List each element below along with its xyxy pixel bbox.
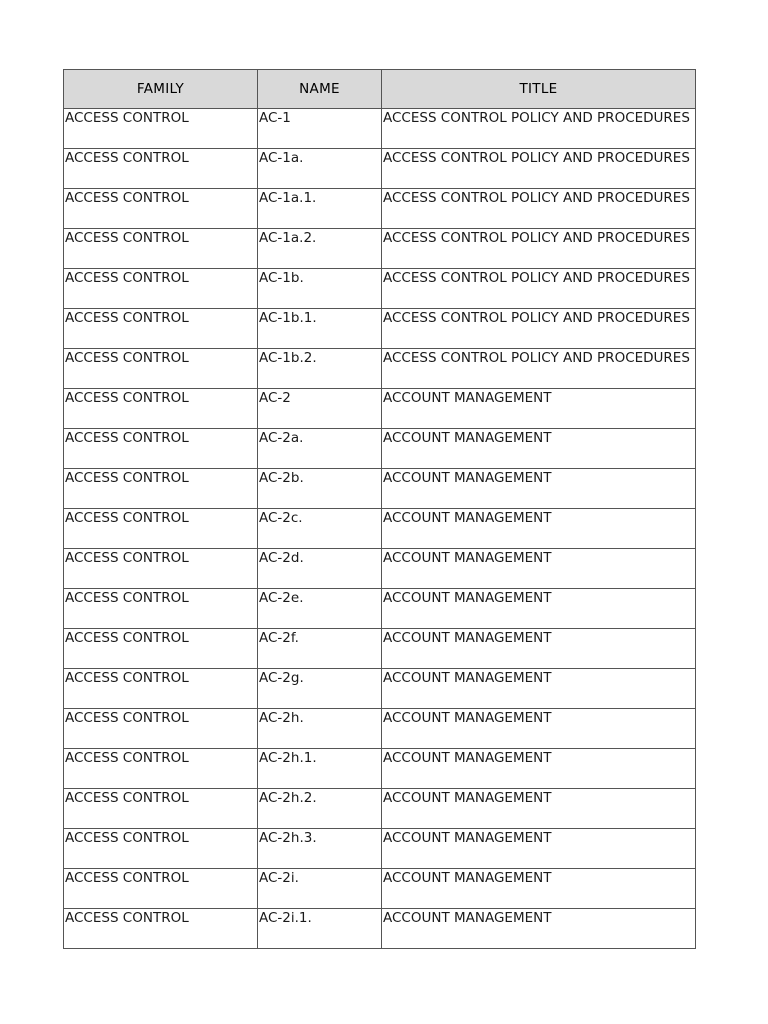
cell-title: ACCESS CONTROL POLICY AND PROCEDURES [382, 189, 696, 229]
cell-family: ACCESS CONTROL [64, 629, 258, 669]
table-row [64, 789, 696, 829]
cell-family: ACCESS CONTROL [64, 589, 258, 629]
cell-title: ACCOUNT MANAGEMENT [382, 389, 696, 429]
cell-family: ACCESS CONTROL [64, 269, 258, 309]
cell-family: ACCESS CONTROL [64, 709, 258, 749]
cell-family: ACCESS CONTROL [64, 549, 258, 589]
cell-title: ACCOUNT MANAGEMENT [382, 789, 696, 829]
cell-title: ACCOUNT MANAGEMENT [382, 829, 696, 869]
cell-name: AC-2i.1. [258, 909, 382, 949]
cell-title: ACCOUNT MANAGEMENT [382, 709, 696, 749]
controls-table [63, 69, 696, 949]
table-body [64, 109, 696, 949]
cell-title: ACCESS CONTROL POLICY AND PROCEDURES [382, 149, 696, 189]
cell-family: ACCESS CONTROL [64, 149, 258, 189]
cell-name: AC-2h.1. [258, 749, 382, 789]
cell-name: AC-2h. [258, 709, 382, 749]
table-row [64, 669, 696, 709]
cell-name: AC-2b. [258, 469, 382, 509]
cell-family: ACCESS CONTROL [64, 469, 258, 509]
header-family: FAMILY [64, 70, 258, 109]
cell-title: ACCOUNT MANAGEMENT [382, 909, 696, 949]
table-row [64, 469, 696, 509]
cell-title: ACCOUNT MANAGEMENT [382, 429, 696, 469]
table-header [64, 70, 696, 109]
cell-title: ACCESS CONTROL POLICY AND PROCEDURES [382, 229, 696, 269]
table-row [64, 389, 696, 429]
cell-name: AC-1 [258, 109, 382, 149]
cell-name: AC-2e. [258, 589, 382, 629]
cell-title: ACCOUNT MANAGEMENT [382, 469, 696, 509]
cell-name: AC-2i. [258, 869, 382, 909]
cell-title: ACCOUNT MANAGEMENT [382, 869, 696, 909]
table-row [64, 149, 696, 189]
table-row [64, 509, 696, 549]
cell-family: ACCESS CONTROL [64, 749, 258, 789]
cell-title: ACCOUNT MANAGEMENT [382, 589, 696, 629]
cell-family: ACCESS CONTROL [64, 869, 258, 909]
cell-title: ACCOUNT MANAGEMENT [382, 549, 696, 589]
cell-title: ACCESS CONTROL POLICY AND PROCEDURES [382, 349, 696, 389]
header-name: NAME [258, 70, 382, 109]
table-row [64, 189, 696, 229]
table-row [64, 629, 696, 669]
table-row [64, 709, 696, 749]
cell-family: ACCESS CONTROL [64, 509, 258, 549]
table-row [64, 429, 696, 469]
cell-title: ACCESS CONTROL POLICY AND PROCEDURES [382, 269, 696, 309]
table-row [64, 109, 696, 149]
cell-title: ACCOUNT MANAGEMENT [382, 669, 696, 709]
cell-family: ACCESS CONTROL [64, 789, 258, 829]
cell-family: ACCESS CONTROL [64, 229, 258, 269]
cell-title: ACCOUNT MANAGEMENT [382, 749, 696, 789]
cell-title: ACCOUNT MANAGEMENT [382, 509, 696, 549]
cell-name: AC-2f. [258, 629, 382, 669]
table-row [64, 309, 696, 349]
cell-name: AC-1a.1. [258, 189, 382, 229]
cell-family: ACCESS CONTROL [64, 909, 258, 949]
cell-family: ACCESS CONTROL [64, 309, 258, 349]
cell-name: AC-2 [258, 389, 382, 429]
cell-name: AC-1b. [258, 269, 382, 309]
header-row [64, 70, 696, 109]
cell-name: AC-1b.1. [258, 309, 382, 349]
cell-family: ACCESS CONTROL [64, 829, 258, 869]
cell-name: AC-1a. [258, 149, 382, 189]
cell-title: ACCOUNT MANAGEMENT [382, 629, 696, 669]
cell-title: ACCESS CONTROL POLICY AND PROCEDURES [382, 309, 696, 349]
cell-family: ACCESS CONTROL [64, 109, 258, 149]
cell-name: AC-1b.2. [258, 349, 382, 389]
table-row [64, 269, 696, 309]
cell-family: ACCESS CONTROL [64, 389, 258, 429]
cell-family: ACCESS CONTROL [64, 429, 258, 469]
table-row [64, 549, 696, 589]
table-row [64, 909, 696, 949]
cell-family: ACCESS CONTROL [64, 189, 258, 229]
table-row [64, 829, 696, 869]
table-row [64, 869, 696, 909]
table-row [64, 589, 696, 629]
cell-name: AC-2a. [258, 429, 382, 469]
cell-family: ACCESS CONTROL [64, 349, 258, 389]
table-row [64, 229, 696, 269]
cell-name: AC-2g. [258, 669, 382, 709]
table-row [64, 349, 696, 389]
cell-name: AC-2h.2. [258, 789, 382, 829]
cell-name: AC-2h.3. [258, 829, 382, 869]
cell-name: AC-2d. [258, 549, 382, 589]
header-title: TITLE [382, 70, 696, 109]
cell-name: AC-1a.2. [258, 229, 382, 269]
table-row [64, 749, 696, 789]
cell-family: ACCESS CONTROL [64, 669, 258, 709]
cell-title: ACCESS CONTROL POLICY AND PROCEDURES [382, 109, 696, 149]
cell-name: AC-2c. [258, 509, 382, 549]
